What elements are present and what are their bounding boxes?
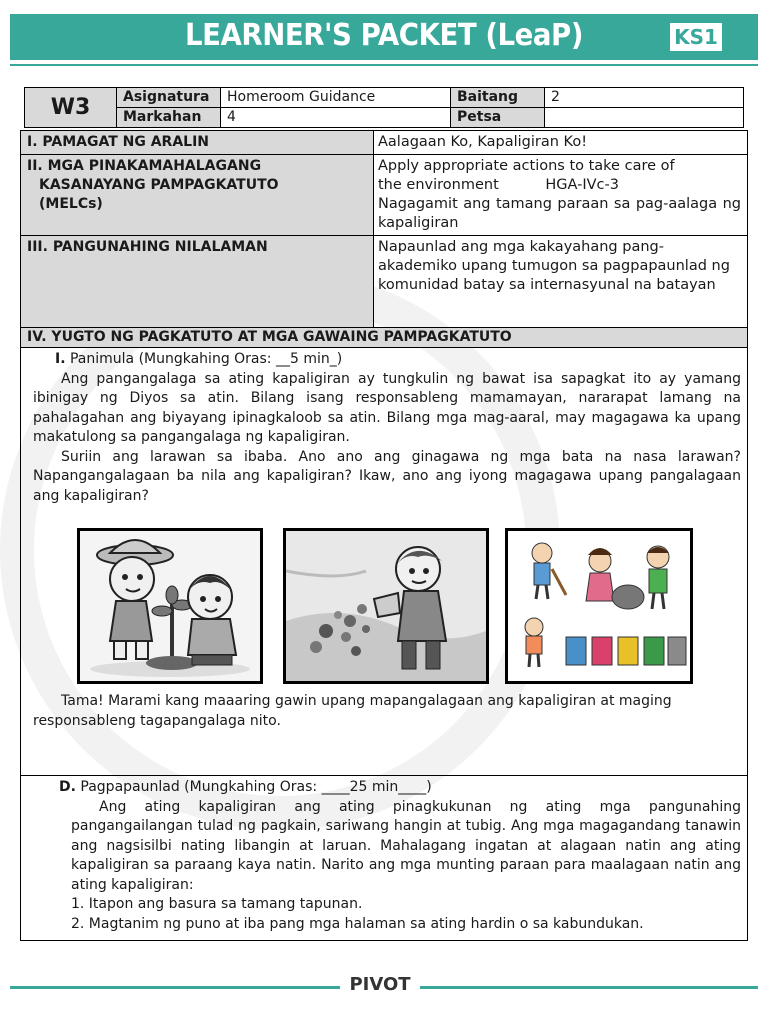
pagpapaunlad-heading-row xyxy=(59,778,741,798)
illustrations-row xyxy=(21,518,741,688)
panimula-heading-row xyxy=(55,350,741,370)
petsa-label: Petsa xyxy=(451,108,545,128)
panimula-section xyxy=(21,348,748,776)
list-item-1: 1. Itapon ang basura sa tamang tapunan. xyxy=(71,896,363,912)
panimula-paragraph-1: Ang pangangalaga sa ating kapaligiran ay tungkulin ng bawat isa sapagkat ito ay yamang ibinigay ng Diyos sa atin. Bilang isang responsableng mamamayan, nararapat lamang na pahalagahan ang biyayang ipinagkaloob sa atin. Bilang mga mag-aaral, may magagawa ka upang makatulong sa pangangalaga ng kapaligiran. xyxy=(33,370,741,445)
list-item-2: 2. Magtanim ng puno at iba pang mga halaman sa ating hardin o sa kabundukan. xyxy=(71,915,644,932)
pagpapaunlad-heading: Pagpapaunlad (Mungkahing Oras: ____25 min____) xyxy=(80,779,432,795)
pamagat-value: Aalagaan Ko, Kapaligiran Ko! xyxy=(374,131,748,155)
melcs-line2 xyxy=(378,176,741,195)
markahan-label: Markahan xyxy=(117,108,221,128)
pagpapaunlad-marker: D. xyxy=(59,779,76,795)
ks-badge: KS1 xyxy=(670,23,722,51)
pagpapaunlad-section xyxy=(21,776,748,941)
baitang-value: 2 xyxy=(545,88,744,108)
yugto-heading: IV. YUGTO NG PAGKATUTO AT MGA GAWAING PAMPAGKATUTO xyxy=(21,328,748,348)
melcs-label-line2: KASANAYANG PAMPAGKATUTO xyxy=(39,177,279,193)
petsa-value xyxy=(545,108,744,128)
waste-segregation-image xyxy=(505,528,693,684)
pamagat-label: I. PAMAGAT NG ARALIN xyxy=(21,131,374,155)
nilalaman-label: III. PANGUNAHING NILALAMAN xyxy=(21,236,374,328)
header-banner xyxy=(10,14,758,60)
melcs-line3: Nagagamit ang tamang paraan sa pag-aalaga ng kapaligiran xyxy=(378,196,741,231)
asignatura-label: Asignatura xyxy=(117,88,221,108)
footer-line-left xyxy=(10,986,340,989)
panimula-conclusion: Tama! Marami kang maaaring gawin upang mapangalagaan ang kapaligiran at maging responsableng tagapangalaga nito. xyxy=(33,693,672,729)
melcs-label-line3: (MELCs) xyxy=(39,196,103,212)
markahan-value: 4 xyxy=(221,108,451,128)
asignatura-value: Homeroom Guidance xyxy=(221,88,451,108)
melcs-line2-text: the environment xyxy=(378,177,499,193)
melcs-value xyxy=(374,155,748,236)
baitang-label: Baitang xyxy=(451,88,545,108)
panimula-heading: Panimula (Mungkahing Oras: __5 min_) xyxy=(69,351,343,367)
info-table xyxy=(24,87,744,128)
melcs-label-line1: II. MGA PINAKAMAHALAGANG xyxy=(27,158,262,174)
melcs-label xyxy=(21,155,374,236)
throwing-trash-image xyxy=(283,528,489,684)
packet-title: LEARNER'S PACKET (LeaP) xyxy=(184,18,583,53)
planting-tree-image xyxy=(77,528,263,684)
melcs-code: HGA-IVc-3 xyxy=(545,177,619,193)
pagpapaunlad-paragraph: Ang ating kapaligiran ang ating pinagkukunan ng ating mga pangunahing pangangailangan tulad ng pagkain, sariwang hangin at tubig. Ang mga magagandang tanawin ang nagsisilbi nating libangin at laruan. Mahalagang ingatan at alagaan natin ang ating kapaligiran sa paraang kaya natin. Narito ang mga munting paraan para maalagaan natin ang ating kapaligiran: xyxy=(71,798,741,893)
panimula-paragraph-2: Suriin ang larawan sa ibaba. Ano ano ang ginagawa ng mga bata na nasa larawan? Napangangalagaan ba nila ang kapaligiran? Ikaw, ano ang iyong magagawa upang pangalagaan ang kapaligiran? xyxy=(33,448,741,504)
header-divider xyxy=(10,64,758,66)
panimula-marker: I. xyxy=(55,351,66,367)
week-cell: W3 xyxy=(25,88,117,128)
lesson-table xyxy=(20,130,748,941)
nilalaman-value: Napaunlad ang mga kakayahang pang-akademiko upang tumugon sa pagpapaunlad ng komunidad batay sa internasyunal na batayan xyxy=(374,236,748,328)
footer-line-right xyxy=(420,986,758,989)
melcs-line1: Apply appropriate actions to take care of xyxy=(378,158,675,174)
pivot-logo: PIVOT xyxy=(349,974,411,995)
